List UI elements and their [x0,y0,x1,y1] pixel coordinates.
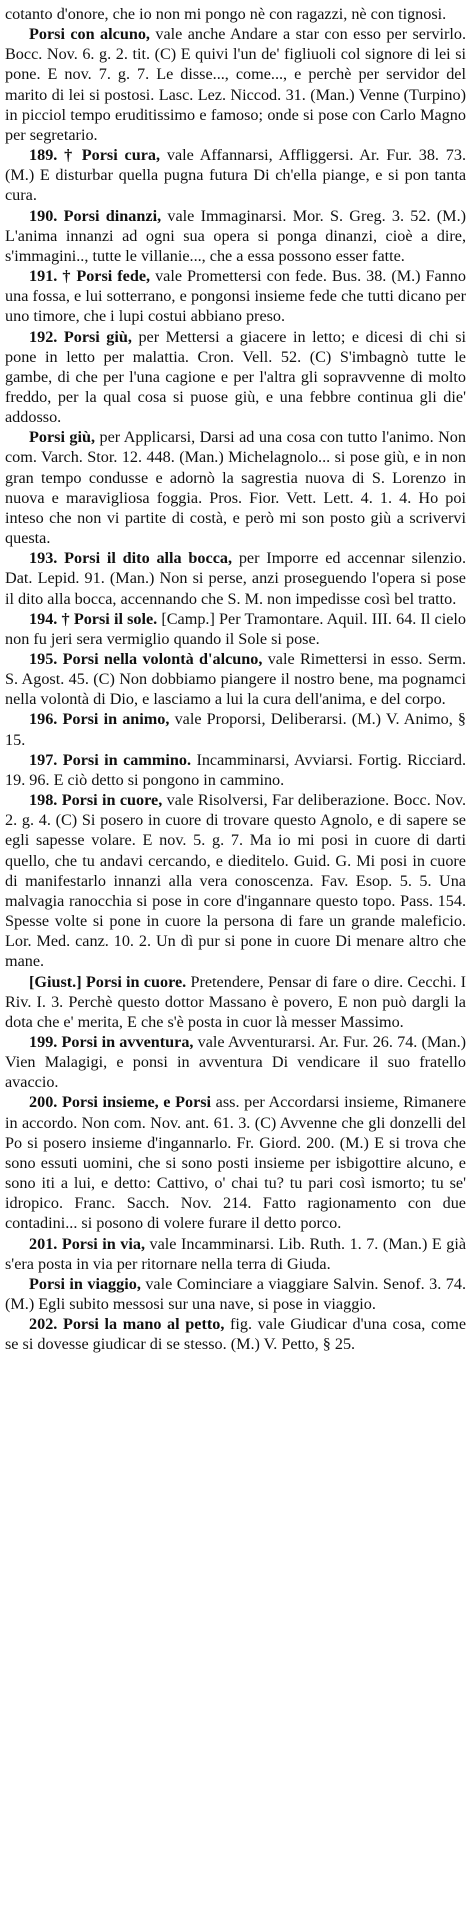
dictionary-entry [5,972,466,1032]
entry-headword: Porsi giù, [63,327,132,346]
entry-number: 199. [29,1032,58,1051]
entry-text: vale Proporsi, Deliberarsi. (M.) V. Animo, § 15. [5,710,467,749]
entry-text: vale Rimettersi in esso. Serm. S. Agost. 45. (C) Non dobbiamo piangere il nostro bene, ma pognamci nella volontà di Dio, e lasciamo a lui la cura dell'anima, e del corpo. [5,650,466,709]
dictionary-entry [5,1314,466,1354]
dictionary-entry [5,1032,466,1092]
entry-text: vale Risolversi, Far deliberazione. Bocc. Nov. 2. g. 4. (C) Si posero in cuore di trovare questo Agnolo, e di sapere se egli sapesse volare. E nov. 5. g. 7. Ma io mi posi in cuore di darti quello, che tu andavi cercando, e dieditelo. Guid. G. Mi posi in cuore di manifestarlo innanzi alla vera conoscenza. Fav. Esop. 5. 5. Una malvagia ranocchia si pose in core d'ingannare questo topo. Pass. 154. Spesse volte si pone in cuore la persona di fare un grande maleficio. Lor. Med. canz. 10. 2. Un dì pur si pone in cuore Di menare altro che mane. [5,791,467,971]
dictionary-entry [5,1234,466,1274]
entry-number: 189. [29,146,58,165]
entry-number: 191. [29,267,58,286]
entry-headword: Porsi giù, [29,428,96,447]
entry-headword: Porsi dinanzi, [63,206,162,225]
entry-number: 190. [29,206,58,225]
entry-number: 192. [29,327,58,346]
dictionary-entry [5,145,466,205]
entry-headword: † Porsi il sole. [61,609,158,628]
entry-number: 200. [29,1093,58,1112]
entry-text: per Applicarsi, Darsi ad una cosa con tutto l'animo. Non com. Varch. Stor. 12. 448. (Man.) Michelagnolo... si pose giù, e in non gran tempo condusse e adornò la sagrestia nuova di S. Lorenzo in nuova e maravigliosa foggia. Pros. Fior. Vett. Lett. 4. 1. 4. Ho poi inteso che non vi partite di costà, e però mi son posto giù a scrivervi questa. [5,428,466,548]
entry-number: 198. [29,791,58,810]
entry-headword: [Giust.] Porsi in cuore. [29,972,187,991]
dictionary-entry [5,1274,466,1314]
dictionary-entry [5,709,466,749]
entry-headword: Porsi con alcuno, [29,25,150,44]
entry-number: 197. [29,750,58,769]
entry-headword: † Porsi fede, [62,267,151,286]
entry-text: per Mettersi a giacere in letto; e dicesi di chi si pone in letto per malattia. Cron. Vell. 52. (C) S'imbagnò tutte le gambe, di che per l'una cagione e per l'altra gli sopravvenne di molto freddo, per la qual cosa si puose giù, e una febbre continua gli die' addosso. [5,327,466,427]
entry-number: 196. [29,710,58,729]
entry-text: Pretendere, Pensar di fare o dire. Cecchi. I Riv. I. 3. Perchè questo dottor Massano è povero, E non può dargli la dota che e' merita, E che s'è posta in cuor là messer Massimo. [5,972,467,1031]
entry-headword: Porsi in animo, [62,710,170,729]
entry-headword: Porsi nella volontà d'alcuno, [62,650,263,668]
entry-headword: Porsi in cammino. [62,750,191,769]
entry-text: fig. vale Giudicar d'una cosa, come se si dovesse giudicar di se stesso. (M.) V. Petto, § 25. [5,1315,467,1354]
entry-text: vale Cominciare a viaggiare Salvin. Senof. 3. 74. (M.) Egli subito messosi sur una nave, si pose in viaggio. [5,1274,466,1313]
dictionary-entry [5,206,466,266]
dictionary-entry [5,548,466,608]
entry-headword: Porsi in via, [61,1234,146,1253]
entry-text: vale anche Andare a star con esso per servirlo. Bocc. Nov. 6. g. 2. tit. (C) E quivi l'un de' figliuoli col signore di lei si pone. E nov. 7. g. 7. Le disse..., come..., e perchè per servidor del marito di lei si postosi. Lasc. Lez. Niccod. 31. (Man.) Venne (Turpino) in picciol tempo eruditissimo e famoso; onde si pose con Carlo Magno per segretario. [5,25,466,144]
dictionary-entry [5,649,466,709]
entry-text: Incamminarsi, Avviarsi. Fortig. Ricciard. 19. 96. E ciò detto si pongono in cammino. [5,750,466,789]
entry-text: vale Avventurarsi. Ar. Fur. 26. 74. (Man.) Vien Malagigi, e ponsi in avventura Di vendicare il suo fratello avaccio. [5,1032,467,1092]
entry-headword: Porsi il dito alla bocca, [64,549,233,568]
dictionary-entry [5,750,466,790]
entry-number: 193. [29,549,58,568]
entry-number: 194. [29,609,58,628]
dictionary-entry [5,24,466,145]
entry-text: ass. per Accordarsi insieme, Rimanere in accordo. Non com. Nov. ant. 61. 3. (C) Avvenne che gli donzelli del Po si posero insieme d'ingannarlo. Fr. Giord. 200. (M.) E si trova che sono essuti uomini, che si sono posti insieme per isbigottire alcuno, e sono iti a lui, e detto: Cattivo, o' chai tu? tu pari così ismorto; tu se' idropico. Franc. Sacch. Nov. 214. Fatto ragionamento con due contadini... si posono di volere furare il detto porco. [5,1093,467,1233]
entry-text: vale Promettersi con fede. Bus. 38. (M.) Fanno una fossa, e lui sotterrano, e pongonsi insieme fede che tutti dicano per uno timore, che i lupi costui abbiano preso. [5,267,466,326]
entry-number: 195. [29,650,58,668]
entry-headword: Porsi in avventura, [61,1032,194,1051]
entry-text: vale Affannarsi, Affliggersi. Ar. Fur. 38. 73. (M.) E disturbar quella pugna futura Di ch'ella piange, e si pon tanta cura. [5,146,466,205]
entry-number: 202. [29,1315,58,1334]
dictionary-entry [5,427,466,548]
entry-text: vale Immaginarsi. Mor. S. Greg. 3. 52. (M.) L'anima innanzi ad ogni sua opera si ponga dinanzi, cioè a dire, s'immagini.., tutte le villanie..., che a essa possono esser fatte. [5,206,467,265]
dictionary-entry [5,266,466,326]
dictionary-entry [5,1092,466,1233]
entry-headword: † Porsi cura, [64,146,161,165]
entry-text: [Camp.] Per Tramontare. Aquil. III. 64. Il cielo non fu jeri sera vermiglio quando il Sole si pose. [5,609,466,648]
dictionary-entry [5,609,466,649]
entry-headword: Porsi in cuore, [61,791,163,810]
entry-text: per Imporre ed accennar silenzio. Dat. Lepid. 91. (Man.) Non si perse, anzi proseguendo l'opera si pose il dito alla bocca, accennando che S. M. non impedisse così bel tratto. [5,549,467,608]
entry-number: 201. [29,1234,58,1253]
dictionary-entry [5,4,466,24]
entry-text: vale Incamminarsi. Lib. Ruth. 1. 7. (Man.) E già s'era posta in via per ritornare nella terra di Giuda. [5,1234,467,1273]
entry-headword: Porsi insieme, e Porsi [61,1093,212,1112]
entry-headword: Porsi la mano al petto, [62,1315,225,1334]
dictionary-entry [5,790,466,971]
entry-headword: Porsi in viaggio, [29,1274,141,1293]
dictionary-entry [5,327,466,428]
entry-text: cotanto d'onore, che io non mi pongo nè con ragazzi, nè con tignosi. [5,5,447,23]
